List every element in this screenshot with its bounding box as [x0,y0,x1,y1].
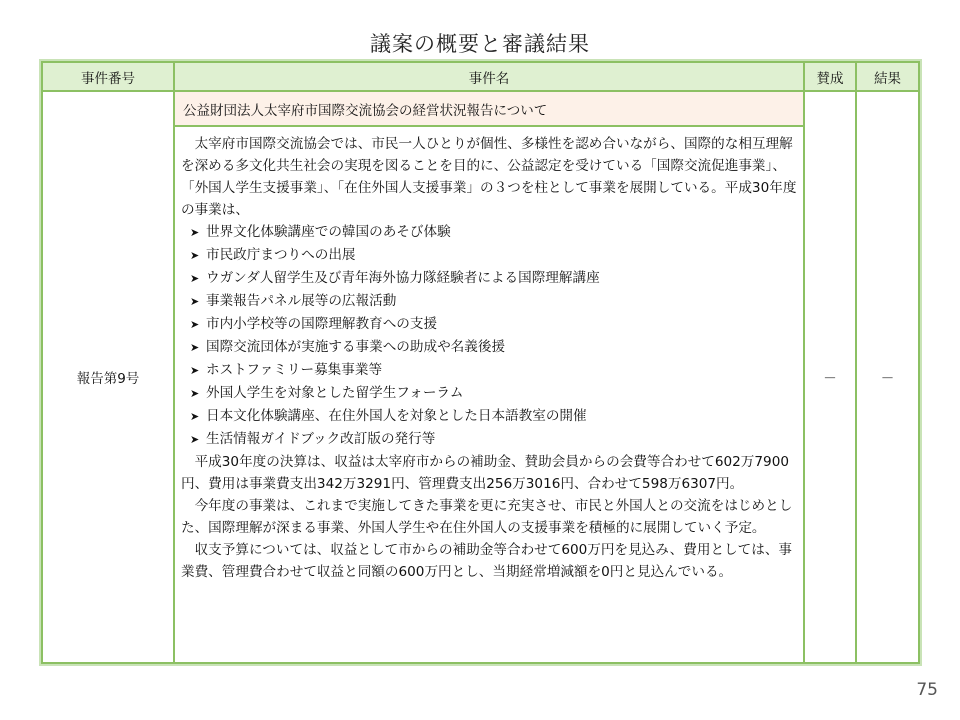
list-item-text: 事業報告パネル展等の広報活動 [206,293,397,309]
list-item [190,221,797,244]
header-vote: 賛成 [804,62,856,91]
list-item [190,313,797,336]
arrowhead-bullet-icon: ➤ [190,364,200,377]
list-item-text: 市民政庁まつりへの出展 [206,247,356,263]
table-row [42,91,919,126]
page-number: 75 [916,680,938,700]
list-item-text: 日本文化体験講座、在住外国人を対象とした日本語教室の開催 [206,408,587,424]
list-item [190,428,797,451]
list-item-text: 国際交流団体が実施する事業への助成や名義後援 [206,339,506,355]
arrowhead-bullet-icon: ➤ [190,318,200,331]
list-item-text: 生活情報ガイドブック改訂版の発行等 [206,431,436,447]
list-item [190,290,797,313]
arrowhead-bullet-icon: ➤ [190,295,200,308]
settlement-paragraph: 平成30年度の決算は、収益は太宰府市からの補助金、賛助会員からの会費等合わせて602万7900円、費用は事業費支出342万3291円、管理費支出256万3016円、合わせて598万6307円。 [181,454,789,492]
arrowhead-bullet-icon: ➤ [190,433,200,446]
activity-list [181,221,797,451]
agenda-table [41,61,920,664]
arrowhead-bullet-icon: ➤ [190,249,200,262]
header-case-number: 事件番号 [42,62,174,91]
list-item [190,336,797,359]
arrowhead-bullet-icon: ➤ [190,410,200,423]
list-item-text: ウガンダ人留学生及び青年海外協力隊経験者による国際理解講座 [206,270,600,286]
arrowhead-bullet-icon: ➤ [190,341,200,354]
list-item [190,359,797,382]
arrowhead-bullet-icon: ➤ [190,272,200,285]
case-title-cell: 公益財団法人太宰府市国際交流協会の経営状況報告について [174,91,804,126]
case-description-cell [174,126,804,663]
plan-paragraph: 今年度の事業は、これまで実施してきた事業を更に充実させ、市民と外国人との交流をはじめとした、国際理解が深まる事業、外国人学生や在住外国人の支援事業を積極的に展開していく予定。 [181,498,793,536]
list-item [190,405,797,428]
list-item-text: 市内小学校等の国際理解教育への支援 [206,316,438,332]
list-item [190,382,797,405]
arrowhead-bullet-icon: ➤ [190,226,200,239]
arrowhead-bullet-icon: ➤ [190,387,200,400]
table-header-row [42,62,919,91]
list-item-text: 世界文化体験講座での韓国のあそび体験 [206,224,451,240]
header-result: 結果 [856,62,919,91]
page-title: 議案の概要と審議結果 [370,32,590,56]
list-item-text: 外国人学生を対象とした留学生フォーラム [206,385,464,401]
result-cell: － [856,91,919,663]
table-row-description [42,126,919,663]
header-case-name: 事件名 [174,62,804,91]
budget-paragraph: 収支予算については、収益として市からの補助金等合わせて600万円を見込み、費用としては、事業費、管理費合わせて収益と同額の600万円とし、当期経常増減額を0円と見込んでいる。 [181,542,793,580]
vote-cell: － [804,91,856,663]
list-item [190,267,797,290]
list-item-text: ホストファミリー募集事業等 [206,362,383,378]
list-item [190,244,797,267]
intro-paragraph: 太宰府市国際交流協会では、市民一人ひとりが個性、多様性を認め合いながら、国際的な相互理解を深める多文化共生社会の実現を図ることを目的に、公益認定を受けている「国際交流促進事業」、「外国人学生支援事業」、「在住外国人支援事業」の３つを柱として事業を展開している。平成30年度の事業は、 [181,136,797,218]
case-number-cell: 報告第9号 [42,91,174,663]
